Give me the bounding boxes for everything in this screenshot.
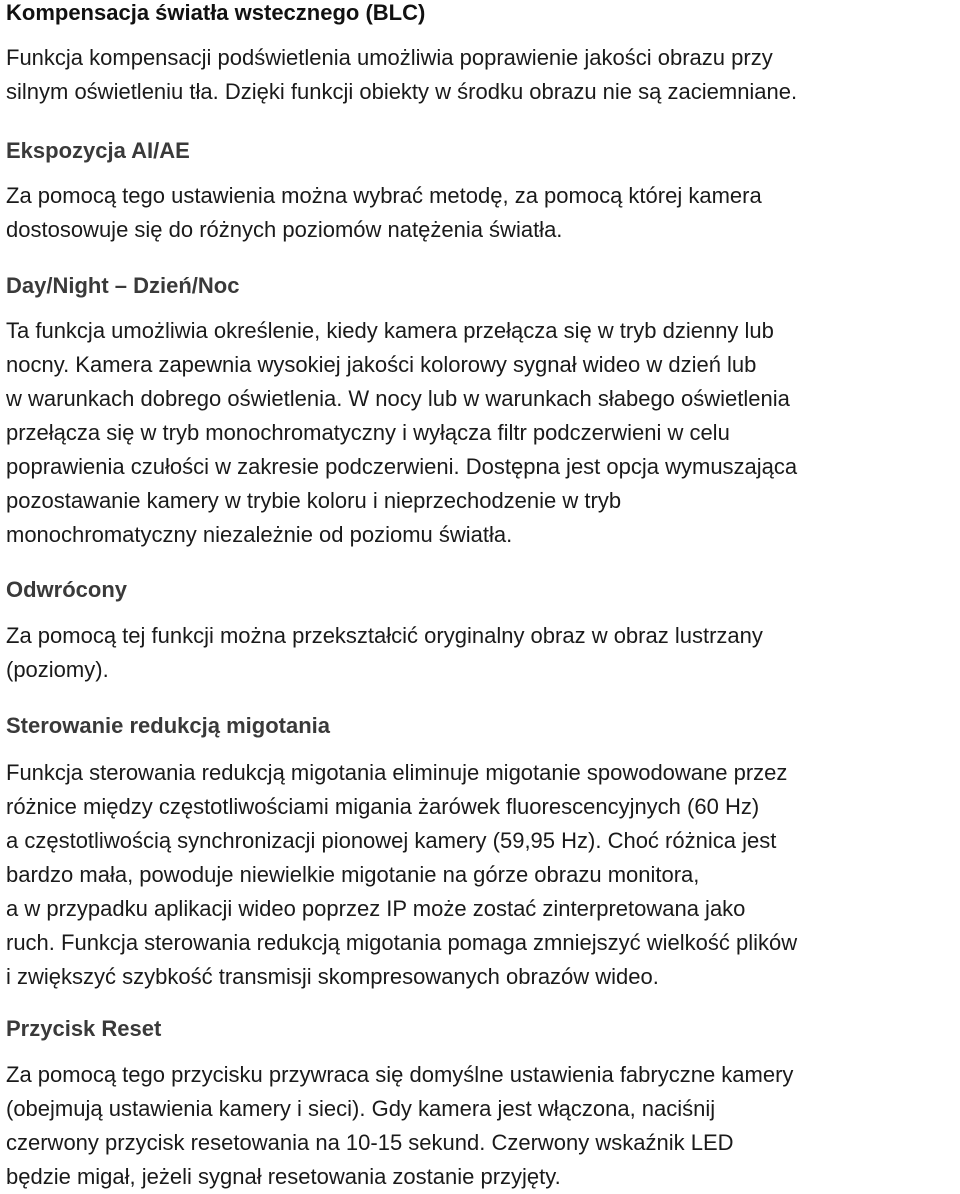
body-line: silnym oświetleniu tła. Dzięki funkcji obiekty w środku obrazu nie są zaciemniane. xyxy=(6,79,798,104)
section-body xyxy=(6,756,797,994)
body-line: pozostawanie kamery w trybie koloru i nieprzechodzenie w tryb xyxy=(6,488,622,513)
section-heading: Day/Night – Dzień/Noc xyxy=(6,273,240,298)
section-heading: Kompensacja światła wstecznego (BLC) xyxy=(6,0,426,25)
section-heading: Odwrócony xyxy=(6,577,128,602)
section-reset xyxy=(6,1014,161,1044)
section-body xyxy=(6,314,797,552)
body-line: (poziomy). xyxy=(6,657,109,682)
body-line: poprawienia czułości w zakresie podczerwieni. Dostępna jest opcja wymuszająca xyxy=(6,454,798,479)
body-line: Funkcja sterowania redukcją migotania eliminuje migotanie spowodowane przez xyxy=(6,760,788,785)
body-line: Funkcja kompensacji podświetlenia umożliwia poprawienie jakości obrazu przy xyxy=(6,45,773,70)
body-line: Za pomocą tego przycisku przywraca się domyślne ustawienia fabryczne kamery xyxy=(6,1062,794,1087)
body-line: w warunkach dobrego oświetlenia. W nocy lub w warunkach słabego oświetlenia xyxy=(6,386,790,411)
section-body xyxy=(6,619,763,687)
body-line: przełącza się w tryb monochromatyczny i wyłącza filtr podczerwieni w celu xyxy=(6,420,730,445)
body-line: będzie migał, jeżeli sygnał resetowania zostanie przyjęty. xyxy=(6,1164,561,1189)
section-blc xyxy=(6,0,425,28)
body-line: a w przypadku aplikacji wideo poprzez IP może zostać zinterpretowana jako xyxy=(6,896,746,921)
body-line: nocny. Kamera zapewnia wysokiej jakości kolorowy sygnał wideo w dzień lub xyxy=(6,352,757,377)
body-line: monochromatyczny niezależnie od poziomu światła. xyxy=(6,522,513,547)
section-heading: Sterowanie redukcją migotania xyxy=(6,713,330,738)
section-day-night xyxy=(6,271,239,301)
section-mirror xyxy=(6,575,127,605)
body-line: Za pomocą tej funkcji można przekształcić oryginalny obraz w obraz lustrzany xyxy=(6,623,763,648)
section-body xyxy=(6,1058,793,1194)
body-line: różnice między częstotliwościami migania żarówek fluorescencyjnych (60 Hz) xyxy=(6,794,760,819)
body-line: bardzo mała, powoduje niewielkie migotanie na górze obrazu monitora, xyxy=(6,862,700,887)
body-line: ruch. Funkcja sterowania redukcją migotania pomaga zmniejszyć wielkość plików xyxy=(6,930,798,955)
section-body xyxy=(6,41,797,109)
body-line: i zwiększyć szybkość transmisji skompresowanych obrazów wideo. xyxy=(6,964,659,989)
body-line: (obejmują ustawienia kamery i sieci). Gdy kamera jest włączona, naciśnij xyxy=(6,1096,716,1121)
body-line: Za pomocą tego ustawienia można wybrać metodę, za pomocą której kamera xyxy=(6,183,762,208)
body-line: czerwony przycisk resetowania na 10-15 sekund. Czerwony wskaźnik LED xyxy=(6,1130,734,1155)
body-line: a częstotliwością synchronizacji pionowej kamery (59,95 Hz). Choć różnica jest xyxy=(6,828,777,853)
body-line: dostosowuje się do różnych poziomów natężenia światła. xyxy=(6,217,563,242)
section-ai-ae xyxy=(6,136,190,166)
section-body xyxy=(6,179,762,247)
section-flicker xyxy=(6,711,330,741)
section-heading: Przycisk Reset xyxy=(6,1016,162,1041)
body-line: Ta funkcja umożliwia określenie, kiedy kamera przełącza się w tryb dzienny lub xyxy=(6,318,774,343)
section-heading: Ekspozycja AI/AE xyxy=(6,138,190,163)
